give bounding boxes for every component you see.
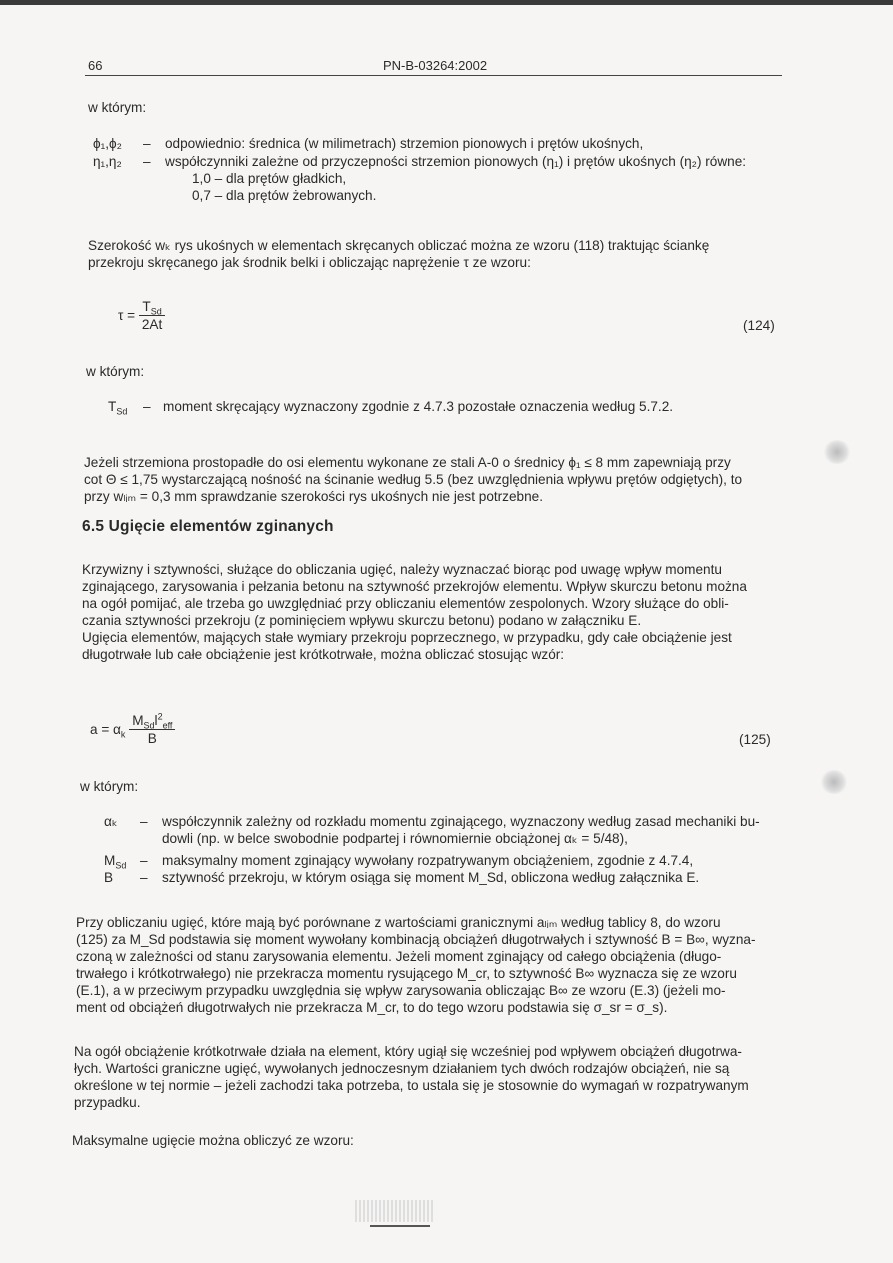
para1-line1: Szerokość wₖ rys ukośnych w elementach skręcanych obliczać można ze wzoru (118) traktując ściankę xyxy=(88,238,710,253)
para2-line3: przy wₗᵢₘ = 0,3 mm sprawdzanie szerokości rys ukośnych nie jest potrzebne. xyxy=(84,489,544,504)
eq124-lhs: τ = xyxy=(118,307,136,323)
equation-number-125: (125) xyxy=(739,732,771,747)
eq124-num-sub: Sd xyxy=(150,306,162,317)
equation-number-124: (124) xyxy=(743,318,775,333)
standard-code: PN-B-03264:2002 xyxy=(383,58,488,73)
para4-line2: (125) za M_Sd podstawia się moment wywołany kombinacją obciążeń długotrwałych i sztywność B = B∞, wyzna- xyxy=(76,932,756,947)
where-label-3: w którym: xyxy=(80,779,139,794)
para2-line2: cot Θ ≤ 1,75 wystarczającą nośność na ścinanie według 5.5 (bez uwzględnienia wpływu prętów odgiętych), to xyxy=(84,472,743,487)
scan-smudge xyxy=(823,440,851,464)
scan-noise xyxy=(355,1200,435,1222)
para5-line2: łych. Wartości graniczne ugięć, wywołanych jednoczesnym działaniem tych dwóch rodzajów obciążeń, nie są xyxy=(74,1061,730,1076)
def-text-msd: maksymalny moment zginający wywołany rozpatrywanym obciążeniem, zgodnie z 4.7.4, xyxy=(162,853,694,868)
def-dash: – xyxy=(140,870,148,885)
def-symbol-phi: ϕ₁,ϕ₂ xyxy=(93,136,122,151)
scan-noise-bar xyxy=(370,1225,430,1227)
def-eta-ribbed: 0,7 – dla prętów żebrowanych. xyxy=(192,188,377,203)
equation-124 xyxy=(118,300,165,333)
def-text-eta: współczynniki zależne od przyczepności strzemion pionowych (η₁) i prętów ukośnych (η₂) równe: xyxy=(165,154,747,169)
para3-line1: Krzywizny i sztywności, służące do obliczania ugięć, należy wyznaczać biorąc pod uwagę wpływ momentu xyxy=(82,562,722,577)
def-text-phi: odpowiednio: średnica (w milimetrach) strzemion pionowych i prętów ukośnych, xyxy=(165,136,644,151)
header-rule xyxy=(85,75,782,76)
para3-line2: zginającego, zarysowania i pełzania betonu na sztywność przekrojów elementu. Wpływ skurczu betonu można xyxy=(82,579,747,594)
def-symbol-eta: η₁,η₂ xyxy=(93,154,122,169)
para1-line2: przekroju skręcanego jak środnik belki i obliczając naprężenie τ ze wzoru: xyxy=(88,255,531,270)
def-symbol-tsd: $T_{Sd}$ xyxy=(108,399,128,417)
para4-line3: czoną w zależności od stanu zarysowania elementu. Jeżeli moment zginający od całego obciążenia (długo- xyxy=(76,949,722,964)
para3-line4: czania sztywności przekroju (z pominięciem wpływu skurczu betonu) podano w załączniku E. xyxy=(82,613,642,628)
def-symbol-alpha: αₖ xyxy=(104,814,118,829)
def-eta-smooth: 1,0 – dla prętów gładkich, xyxy=(192,171,347,186)
def-text-alpha-1: współczynnik zależny od rozkładu momentu zginającego, wyznaczony według zasad mechaniki bu- xyxy=(162,814,760,829)
para4-line6: ment od obciążeń długotrwałych nie przekracza M_cr, to do tego wzoru podstawia się σ_sr = σ_s). xyxy=(76,1000,668,1015)
para3-line3: na ogół pomijać, ale trzeba go uwzględniać przy obliczaniu elementów zespolonych. Wzory służące do obli- xyxy=(82,596,729,611)
def-symbol-b: B xyxy=(104,870,114,885)
where-label-2: w którym: xyxy=(86,364,145,379)
para3-line6: długotrwałe lub całe obciążenie jest krótkotrwałe, można obliczać stosując wzór: xyxy=(82,647,565,662)
eq125-lhs: $a = \alpha_k$ xyxy=(90,721,126,740)
def-symbol-msd: $M_{Sd}$ xyxy=(104,853,127,871)
para5-line4: przypadku. xyxy=(74,1095,141,1110)
def-dash: – xyxy=(143,399,151,414)
para2-line1: Jeżeli strzemiona prostopadłe do osi elementu wykonane ze stali A-0 o średnicy ϕ₁ ≤ 8 mm zapewniają przy xyxy=(84,455,731,470)
def-dash: – xyxy=(143,136,151,151)
equation-125 xyxy=(90,711,175,747)
eq124-fraction xyxy=(139,300,165,333)
para4-line4: trwałego i krótkotrwałego) nie przekracza momentu rysującego M_cr, to sztywność B∞ wyznacza się ze wzoru xyxy=(76,966,737,981)
section-heading: 6.5 Ugięcie elementów zginanych xyxy=(82,518,334,535)
para6-line1: Maksymalne ugięcie można obliczyć ze wzoru: xyxy=(72,1133,354,1148)
para5-line3: określone w tej normie – jeżeli zachodzi taka potrzeba, to ustala się je stosownie do wymagań w rozpatrywanym xyxy=(74,1078,749,1093)
para4-line5: (E.1), a w przeciwym przypadku uwzględnia się wpływ zarysowania obliczając B∞ ze wzoru (E.3) (jeżeli mo- xyxy=(76,983,726,998)
def-dash: – xyxy=(140,814,148,829)
def-dash: – xyxy=(140,853,148,868)
eq125-fraction: $\frac{M_{Sd}l^2_{eff}}{B}$ xyxy=(129,714,175,747)
def-text-b: sztywność przekroju, w którym osiąga się moment M_Sd, obliczona według załącznika E. xyxy=(162,870,700,885)
page-number: 66 xyxy=(88,58,103,73)
where-label-1: w którym: xyxy=(88,100,147,115)
eq124-den: 2At xyxy=(141,317,163,333)
scan-smudge xyxy=(820,770,848,794)
def-text-alpha-2: dowli (np. w belce swobodnie podpartej i równomiernie obciążonej αₖ = 5/48), xyxy=(162,831,628,846)
para5-line1: Na ogół obciążenie krótkotrwałe działa na element, który ugiął się wcześniej pod wpływem obciążeń długotrwa- xyxy=(74,1044,742,1059)
para4-line1: Przy obliczaniu ugięć, które mają być porównane z wartościami granicznymi aₗᵢₘ według tablicy 8, do wzoru xyxy=(76,915,721,930)
eq124-num: T xyxy=(142,299,151,314)
def-dash: – xyxy=(143,154,151,169)
para3-line5: Ugięcia elementów, mających stałe wymiary przekroju poprzecznego, w przypadku, gdy całe obciążenie jest xyxy=(82,630,732,645)
def-text-tsd: moment skręcający wyznaczony zgodnie z 4.7.3 pozostałe oznaczenia według 5.7.2. xyxy=(163,399,674,414)
scan-edge xyxy=(0,0,893,5)
